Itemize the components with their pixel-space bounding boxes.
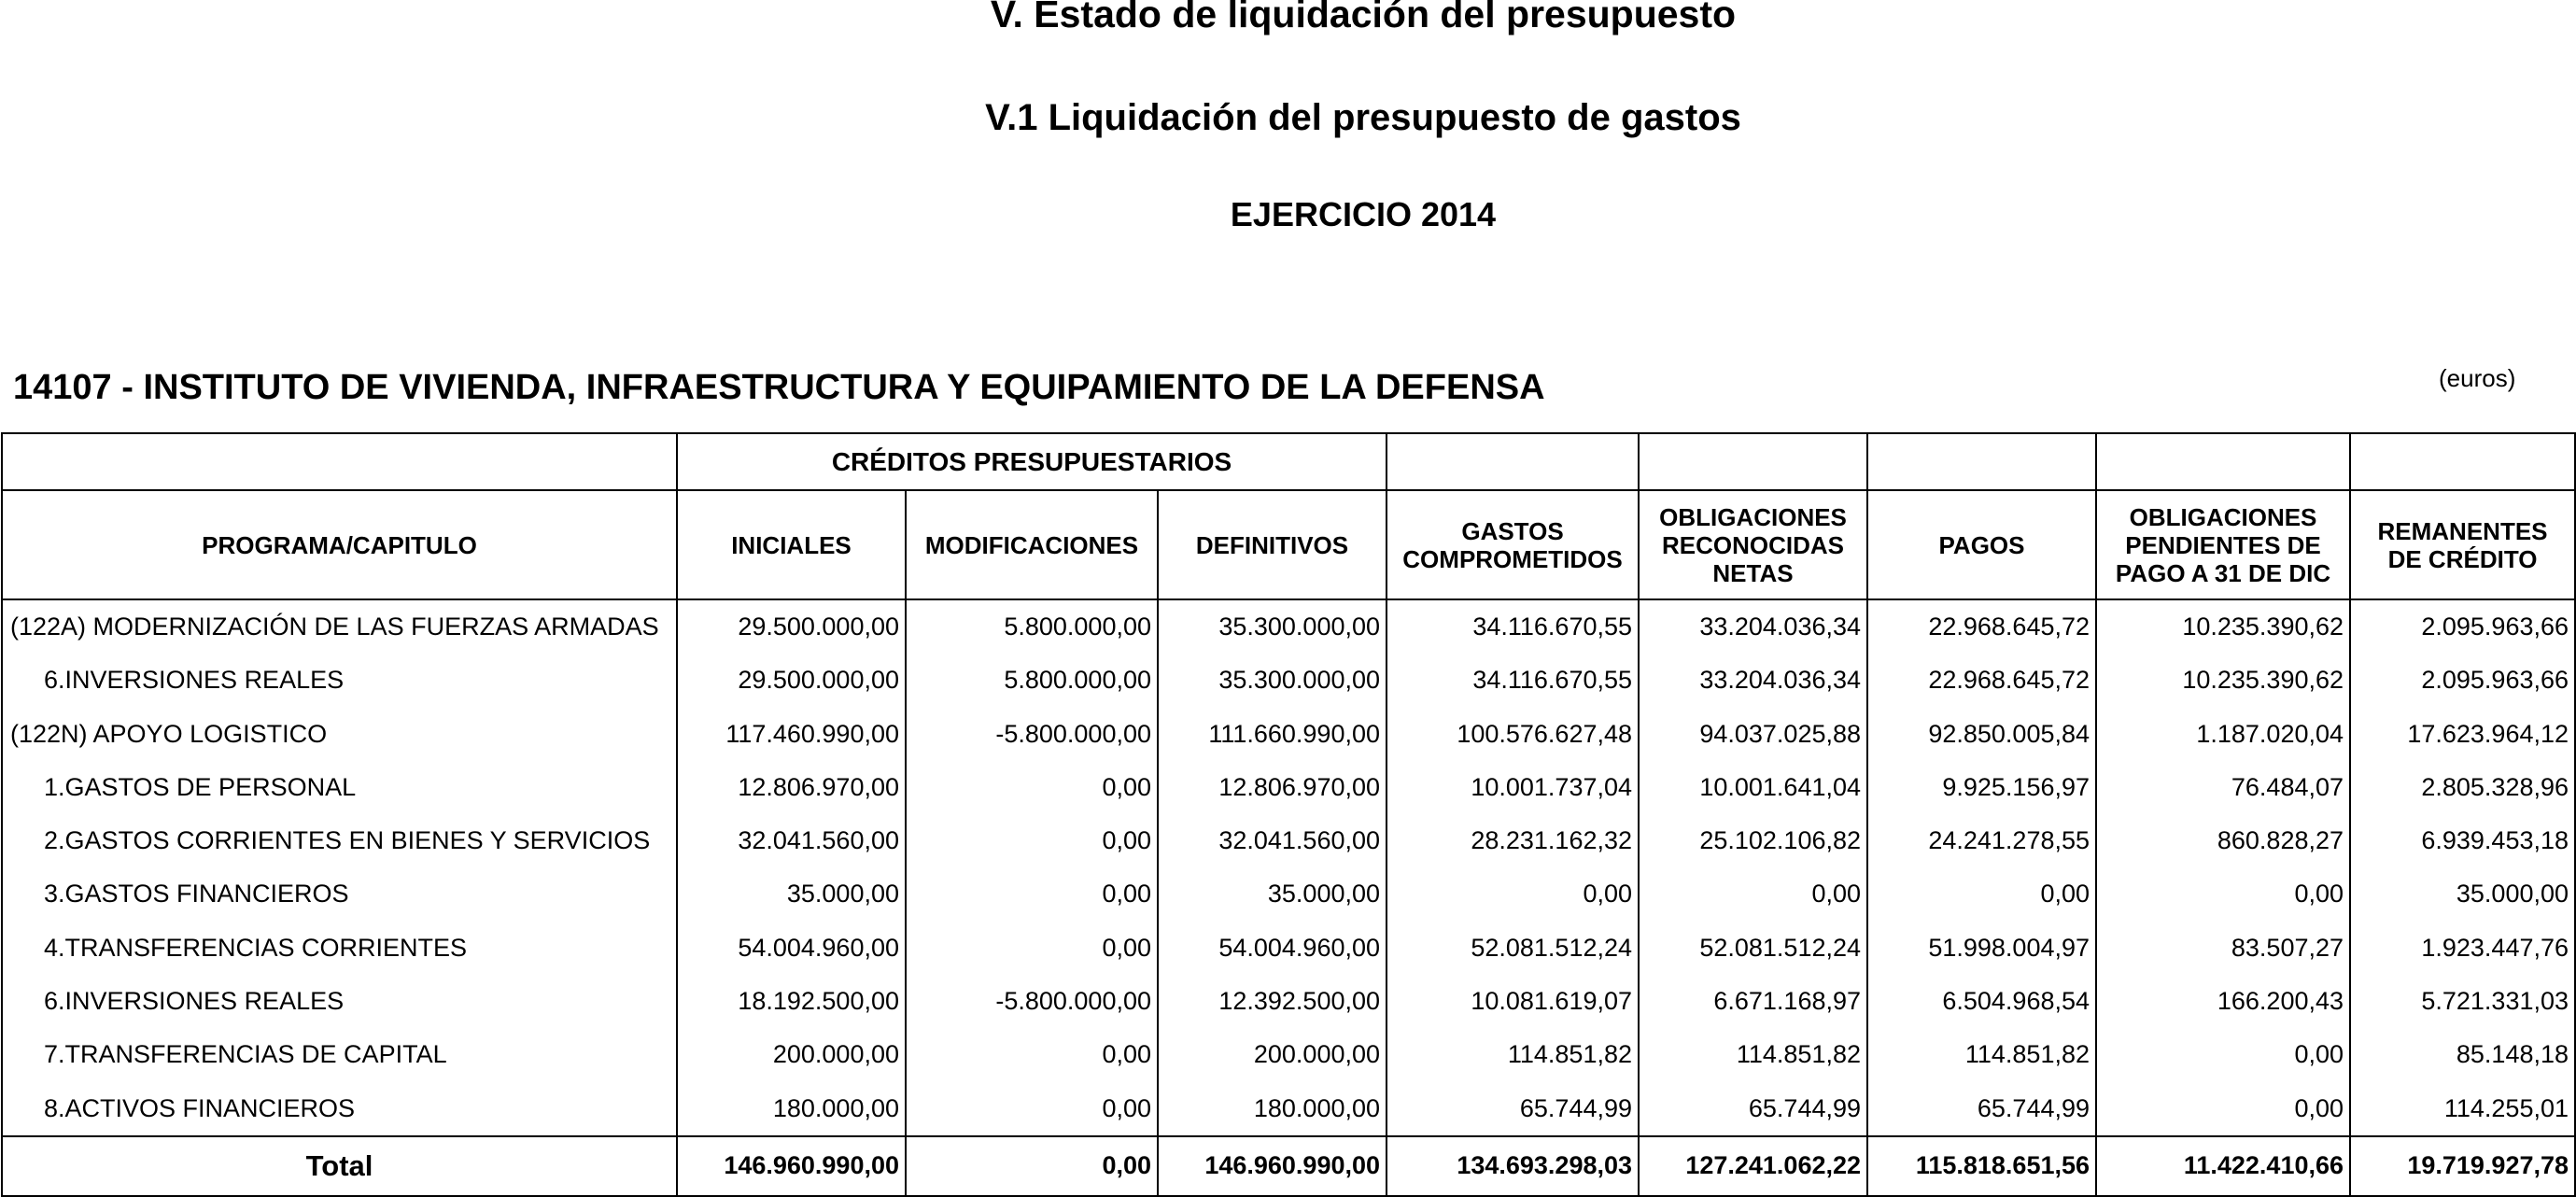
value-cell: 5.721.331,03 <box>2421 987 2569 1016</box>
row-label: 6.INVERSIONES REALES <box>44 666 345 695</box>
col-iniciales <box>677 599 906 1136</box>
value-cell: 54.004.960,00 <box>1218 933 1381 962</box>
value-cell: 35.300.000,00 <box>1218 613 1381 641</box>
value-cell: 22.968.645,72 <box>1928 666 2090 695</box>
col-header-remanentes: REMANENTES DE CRÉDITO <box>2350 490 2575 599</box>
currency-unit: (euros) <box>2439 364 2516 392</box>
value-cell: 0,00 <box>1102 933 1151 962</box>
value-cell: 65.744,99 <box>1977 1093 2090 1122</box>
value-cell: 114.851,82 <box>1964 1040 2090 1069</box>
blank-header-cell <box>2096 433 2350 490</box>
value-cell: 6.939.453,18 <box>2421 826 2569 855</box>
value-cell: 200.000,00 <box>1253 1040 1381 1069</box>
row-label: 3.GASTOS FINANCIEROS <box>44 880 349 908</box>
total-value: 127.241.062,22 <box>1639 1136 1867 1196</box>
value-cell: 65.744,99 <box>1519 1093 1633 1122</box>
row-label: 1.GASTOS DE PERSONAL <box>44 772 357 801</box>
value-cell: 180.000,00 <box>772 1093 899 1122</box>
total-value: 146.960.990,00 <box>677 1136 906 1196</box>
value-cell: 22.968.645,72 <box>1928 613 2090 641</box>
col-header-iniciales: INICIALES <box>677 490 906 599</box>
value-cell: -5.800.000,00 <box>995 719 1151 748</box>
row-label: 2.GASTOS CORRIENTES EN BIENES Y SERVICIOS <box>44 826 651 855</box>
value-cell: 114.851,82 <box>1507 1040 1633 1069</box>
value-cell: 17.623.964,12 <box>2407 719 2569 748</box>
value-cell: 6.504.968,54 <box>1942 987 2090 1016</box>
value-cell: 5.800.000,00 <box>1004 613 1151 641</box>
row-label: 8.ACTIVOS FINANCIEROS <box>44 1093 356 1122</box>
value-cell: 0,00 <box>1102 772 1151 801</box>
value-cell: 117.460.990,00 <box>725 719 899 748</box>
blank-header-cell <box>2350 433 2575 490</box>
total-row <box>2 1136 2575 1196</box>
col-header-gastos-comprometidos: GASTOS COMPROMETIDOS <box>1387 490 1639 599</box>
value-cell: 9.925.156,97 <box>1942 772 2090 801</box>
value-cell: 65.744,99 <box>1748 1093 1862 1122</box>
value-cell: 10.001.737,04 <box>1471 772 1633 801</box>
value-cell: 1.187.020,04 <box>2196 719 2344 748</box>
value-cell: 85.148,18 <box>2456 1040 2569 1069</box>
value-cell: 0,00 <box>1583 880 1633 908</box>
row-label: 6.INVERSIONES REALES <box>44 987 345 1016</box>
value-cell: 0,00 <box>1102 1093 1151 1122</box>
col-gastos-comprometidos <box>1387 599 1639 1136</box>
col-obligaciones-pendientes <box>2096 599 2350 1136</box>
value-cell: 10.001.641,04 <box>1699 772 1862 801</box>
document-subtitle: V.1 Liquidación del presupuesto de gastos <box>985 97 1741 138</box>
value-cell: 0,00 <box>1102 826 1151 855</box>
value-cell: 32.041.560,00 <box>1218 826 1381 855</box>
value-cell: 2.095.963,66 <box>2421 613 2569 641</box>
value-cell: 35.000,00 <box>2456 880 2569 908</box>
blank-header-cell <box>1639 433 1867 490</box>
value-cell: 0,00 <box>2040 880 2090 908</box>
header-group-row <box>2 433 2575 490</box>
value-cell: 29.500.000,00 <box>738 613 899 641</box>
blank-header-cell <box>1387 433 1639 490</box>
value-cell: 33.204.036,34 <box>1699 666 1862 695</box>
value-cell: 34.116.670,55 <box>1472 666 1633 695</box>
col-header-pagos: PAGOS <box>1867 490 2096 599</box>
body-row <box>2 599 2575 1136</box>
col-remanentes <box>2350 599 2575 1136</box>
blank-header-cell <box>1867 433 2096 490</box>
total-value: 146.960.990,00 <box>1158 1136 1387 1196</box>
value-cell: 35.300.000,00 <box>1218 666 1381 695</box>
row-label: 4.TRANSFERENCIAS CORRIENTES <box>44 933 468 962</box>
value-cell: 33.204.036,34 <box>1699 613 1862 641</box>
group-header-creditos: CRÉDITOS PRESUPUESTARIOS <box>677 433 1387 490</box>
total-value: 11.422.410,66 <box>2096 1136 2350 1196</box>
value-cell: 0,00 <box>1102 880 1151 908</box>
value-cell: 0,00 <box>1102 1040 1151 1069</box>
row-label: (122N) APOYO LOGISTICO <box>10 719 328 748</box>
value-cell: 10.081.619,07 <box>1471 987 1633 1016</box>
value-cell: 12.806.970,00 <box>1218 772 1381 801</box>
value-cell: 0,00 <box>1811 880 1862 908</box>
col-header-modificaciones: MODIFICACIONES <box>906 490 1158 599</box>
value-cell: 114.255,01 <box>2443 1093 2569 1122</box>
value-cell: 2.095.963,66 <box>2421 666 2569 695</box>
value-cell: 114.851,82 <box>1736 1040 1862 1069</box>
value-cell: 25.102.106,82 <box>1699 826 1862 855</box>
col-obligaciones-reconocidas <box>1639 599 1867 1136</box>
total-value: 0,00 <box>906 1136 1158 1196</box>
col-modificaciones <box>906 599 1158 1136</box>
col-pagos <box>1867 599 2096 1136</box>
total-value: 115.818.651,56 <box>1867 1136 2096 1196</box>
value-cell: 28.231.162,32 <box>1471 826 1633 855</box>
value-cell: 6.671.168,97 <box>1713 987 1862 1016</box>
value-cell: 860.828,27 <box>2217 826 2344 855</box>
entity-title: 14107 - INSTITUTO DE VIVIENDA, INFRAESTRUCTURA Y EQUIPAMIENTO DE LA DEFENSA <box>13 368 1545 407</box>
value-cell: 76.484,07 <box>2231 772 2344 801</box>
value-cell: 0,00 <box>2294 880 2344 908</box>
value-cell: 54.004.960,00 <box>738 933 899 962</box>
value-cell: -5.800.000,00 <box>995 987 1151 1016</box>
col-header-definitivos: DEFINITIVOS <box>1158 490 1387 599</box>
value-cell: 24.241.278,55 <box>1928 826 2090 855</box>
value-cell: 51.998.004,97 <box>1928 933 2090 962</box>
row-label: (122A) MODERNIZACIÓN DE LAS FUERZAS ARMADAS <box>10 613 659 641</box>
value-cell: 200.000,00 <box>772 1040 899 1069</box>
column-header-row <box>2 490 2575 599</box>
col-header-programa: PROGRAMA/CAPITULO <box>2 490 677 599</box>
value-cell: 29.500.000,00 <box>738 666 899 695</box>
budget-table <box>1 432 2576 1197</box>
document-title: V. Estado de liquidación del presupuesto <box>990 0 1737 35</box>
value-cell: 92.850.005,84 <box>1928 719 2090 748</box>
value-cell: 10.235.390,62 <box>2182 613 2344 641</box>
value-cell: 32.041.560,00 <box>738 826 899 855</box>
value-cell: 2.805.328,96 <box>2421 772 2569 801</box>
value-cell: 166.200,43 <box>2217 987 2344 1016</box>
value-cell: 180.000,00 <box>1253 1093 1381 1122</box>
value-cell: 34.116.670,55 <box>1472 613 1633 641</box>
row-label: 7.TRANSFERENCIAS DE CAPITAL <box>44 1040 447 1069</box>
value-cell: 0,00 <box>2294 1093 2344 1122</box>
col-definitivos <box>1158 599 1387 1136</box>
total-value: 134.693.298,03 <box>1387 1136 1639 1196</box>
value-cell: 94.037.025,88 <box>1699 719 1862 748</box>
value-cell: 35.000,00 <box>786 880 899 908</box>
value-cell: 52.081.512,24 <box>1471 933 1633 962</box>
value-cell: 18.192.500,00 <box>738 987 899 1016</box>
value-cell: 12.392.500,00 <box>1218 987 1381 1016</box>
value-cell: 10.235.390,62 <box>2182 666 2344 695</box>
value-cell: 12.806.970,00 <box>738 772 899 801</box>
value-cell: 100.576.627,48 <box>1457 719 1633 748</box>
value-cell: 1.923.447,76 <box>2421 933 2569 962</box>
value-cell: 83.507,27 <box>2231 933 2344 962</box>
total-label: Total <box>2 1136 677 1196</box>
col-header-obligaciones-pendientes: OBLIGACIONES PENDIENTES DE PAGO A 31 DE DIC <box>2096 490 2350 599</box>
value-cell: 0,00 <box>2294 1040 2344 1069</box>
value-cell: 52.081.512,24 <box>1699 933 1862 962</box>
col-programa <box>2 599 677 1136</box>
fiscal-year: EJERCICIO 2014 <box>1230 195 1497 233</box>
value-cell: 35.000,00 <box>1267 880 1381 908</box>
value-cell: 5.800.000,00 <box>1004 666 1151 695</box>
blank-header-cell <box>2 433 677 490</box>
col-header-obligaciones-reconocidas: OBLIGACIONES RECONOCIDAS NETAS <box>1639 490 1867 599</box>
total-value: 19.719.927,78 <box>2350 1136 2575 1196</box>
value-cell: 111.660.990,00 <box>1208 719 1381 748</box>
